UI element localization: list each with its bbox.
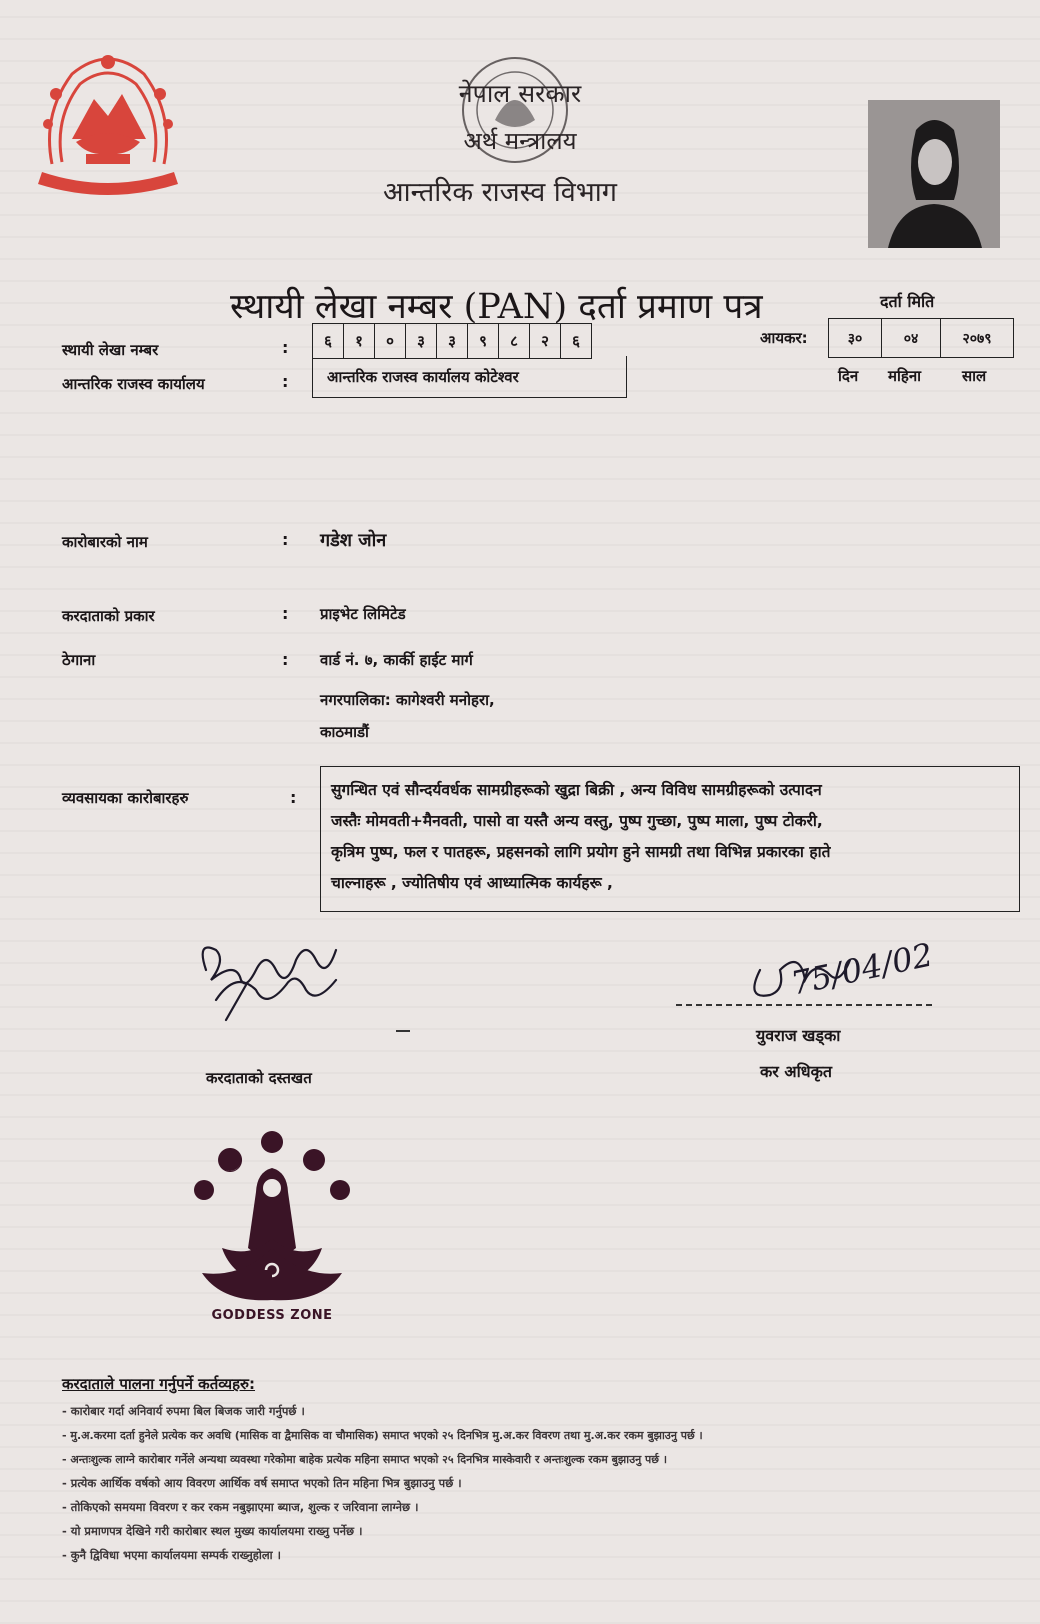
officer-signature-line [676, 1004, 932, 1006]
duty-item: - मु.अ.करमा दर्ता हुनेले प्रत्येक कर अवधि (मासिक वा द्वैमासिक वा चौमासिक) समाप्त भएको २५ दिनभित्र मु.अ.कर विवरण तथा मु.अ.कर रकम बुझाउनु पर्छ । [62, 1429, 703, 1442]
business-activities-label: व्यवसायका कारोबारहरु [62, 789, 189, 807]
office-value: आन्तरिक राजस्व कार्यालय कोटेश्वर [312, 356, 627, 398]
pan-label: स्थायी लेखा नम्बर [62, 341, 159, 359]
business-name-value: गडेश जोन [320, 530, 387, 551]
month-label: महिना [888, 367, 922, 385]
pan-digit: ९ [468, 324, 499, 358]
signature-dash [396, 1030, 410, 1032]
address-line-1: वार्ड नं. ७, कार्की हाईट मार्ग [320, 651, 473, 669]
duty-item: - कारोबार गर्दा अनिवार्य रुपमा बिल बिजक जारी गर्नुपर्छ । [62, 1404, 305, 1418]
header-government: नेपाल सरकार [458, 79, 582, 108]
pan-digit: ० [375, 324, 406, 358]
taxpayer-type-label: करदाताको प्रकार [62, 607, 155, 625]
address-line-2: नगरपालिका: कागेश्वरी मनोहरा, [320, 691, 495, 709]
taxpayer-type-colon: : [282, 604, 289, 623]
taxpayer-signature [186, 930, 356, 1030]
business-activities-colon: : [290, 788, 297, 807]
pan-colon: : [282, 338, 289, 357]
taxpayer-photo [868, 100, 1000, 248]
pan-digit: १ [344, 324, 375, 358]
officer-signature-date: 75/04/02 [787, 935, 937, 1003]
address-colon: : [282, 650, 289, 669]
officer-name: युवराज खड्का [756, 1026, 841, 1045]
business-activities-line-3: कृत्रिम पुष्प, फल र पातहरू, प्रहसनको लागि प्रयोग हुने सामग्री तथा विभिन्न प्रकारका हाते [331, 843, 831, 861]
business-activities-line-2: जस्तैः मोमवती+मैनवती, पासो वा यस्तै अन्य वस्तु, पुष्प गुच्छा, पुष्प माला, पुष्प टोकरी, [331, 812, 823, 830]
office-colon: : [282, 372, 289, 391]
taxpayer-signature-label: करदाताको दस्तखत [206, 1069, 312, 1087]
pan-digit: ३ [437, 324, 468, 358]
duty-item: - प्रत्येक आर्थिक वर्षको आय विवरण आर्थिक वर्ष समाप्त भएको तिन महिना भित्र बुझाउनु पर्छ । [62, 1476, 462, 1490]
pan-digit: ६ [313, 324, 344, 358]
pan-digit: ६ [572, 332, 580, 350]
registration-date-heading: दर्ता मिति [880, 292, 935, 311]
address-line-3: काठमाडौं [320, 723, 369, 741]
pan-digit: ३ [406, 324, 437, 358]
goddess-zone-logo [192, 1128, 352, 1328]
business-activities-line-1: सुगन्धित एवं सौन्दर्यवर्धक सामग्रीहरूको खुद्रा बिक्री , अन्य विविध सामग्रीहरूको उत्पादन [331, 781, 822, 799]
year-label: साल [962, 367, 987, 385]
address-label: ठेगाना [62, 651, 96, 669]
duty-item: - यो प्रमाणपत्र देखिने गरी कारोबार स्थल मुख्य कार्यालयमा राख्नु पर्नेछ । [62, 1524, 363, 1538]
business-activities-line-4: चाल्नाहरू , ज्योतिषीय एवं आध्यात्मिक कार्यहरू , [331, 874, 613, 892]
taxpayer-type-value: प्राइभेट लिमिटेड [320, 605, 406, 623]
business-activities-box [320, 766, 1020, 912]
date-month: ०४ [882, 319, 941, 357]
certificate-title: स्थायी लेखा नम्बर (PAN) दर्ता प्रमाण पत्र [230, 287, 763, 327]
pan-digits-box [312, 323, 592, 359]
business-name-colon: : [282, 530, 289, 549]
tax-label: आयकर: [760, 329, 808, 347]
business-name-label: कारोबारको नाम [62, 533, 148, 551]
office-label: आन्तरिक राजस्व कार्यालय [62, 375, 205, 393]
duty-item: - अन्तःशुल्क लाग्ने कारोबार गर्नेले अन्यथा व्यवस्था गरेकोमा बाहेक प्रत्येक महिना समाप्त भएको २५ दिनभित्र मास्केवारी र अन्तःशुल्क रकम बुझाउनु पर्छ । [62, 1453, 668, 1466]
pan-digit: ८ [499, 324, 530, 358]
duties-title: करदाताले पालना गर्नुपर्ने कर्तव्यहरु: [62, 1375, 256, 1393]
date-day: ३० [829, 319, 882, 357]
pan-digit: २ [530, 324, 561, 358]
duty-item: - तोकिएको समयमा विवरण र कर रकम नबुझाएमा ब्याज, शुल्क र जरिवाना लाग्नेछ । [62, 1500, 419, 1514]
date-year: २०७९ [962, 330, 992, 347]
header-ministry: अर्थ मन्त्रालय [463, 127, 577, 155]
officer-title: कर अधिकृत [760, 1062, 833, 1081]
goddess-zone-logo-text: GODDESS ZONE [211, 1308, 333, 1323]
duty-item: - कुनै द्विविधा भएमा कार्यालयमा सम्पर्क राख्नुहोला । [62, 1548, 282, 1562]
registration-date-box [828, 318, 1014, 358]
person-photo-icon [868, 100, 1000, 248]
day-label: दिन [838, 367, 859, 385]
header-department: आन्तरिक राजस्व विभाग [382, 177, 617, 208]
